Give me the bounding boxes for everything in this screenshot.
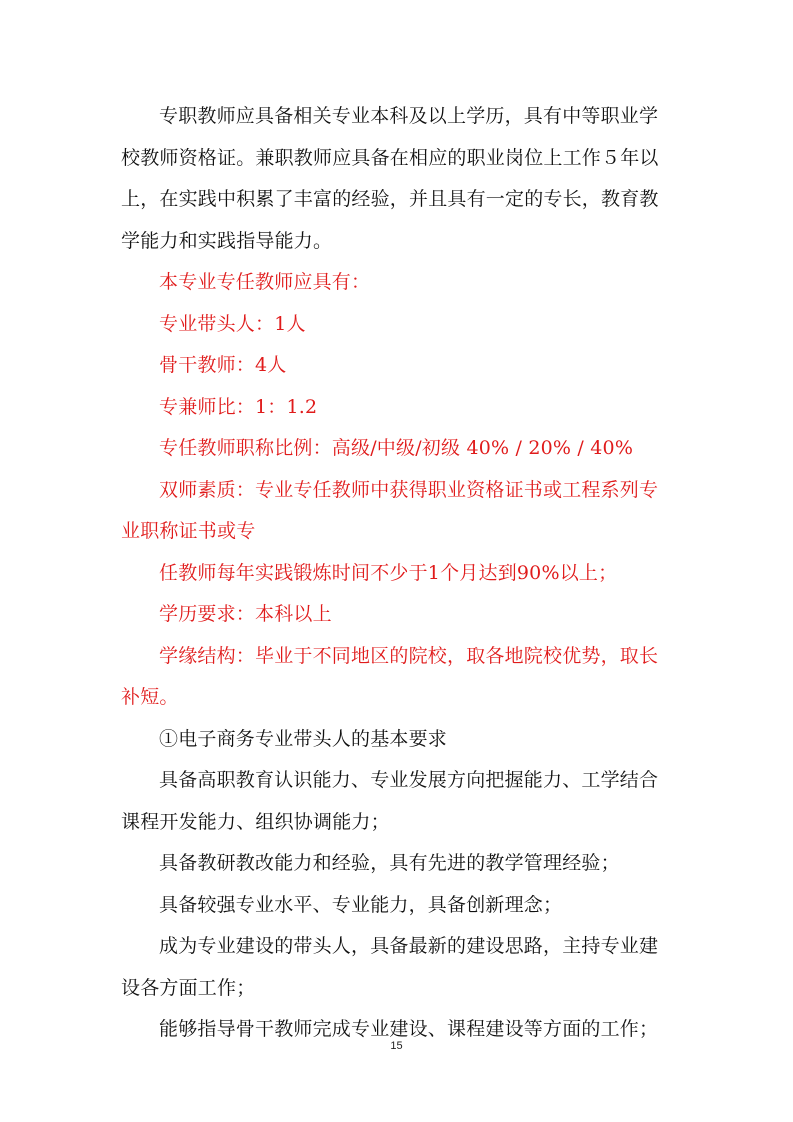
document-body — [121, 96, 677, 1051]
paragraph-teaching-research: 具备教研教改能力和经验，具有先进的教学管理经验； — [159, 852, 620, 874]
paragraph-construction-leader: 成为专业建设的带头人，具备最新的建设思路，主持专业建设各方面工作； — [121, 935, 659, 999]
paragraph-leader-requirements-heading: ①电子商务专业带头人的基本要求 — [159, 727, 448, 750]
paragraph-staff-requirements-heading: 本专业专任教师应具有： — [159, 271, 371, 293]
paragraph-academic-origin: 学缘结构：毕业于不同地区的院校，取各地院校优势，取长补短。 — [121, 644, 659, 708]
paragraph-practice-time: 任教师每年实践锻炼时间不少于1个月达到90%以上； — [159, 561, 618, 584]
paragraph-full-part-time-ratio: 专兼师比：1：1.2 — [159, 395, 318, 418]
paragraph-professional-level: 具备较强专业水平、专业能力，具备创新理念； — [159, 893, 563, 916]
paragraph-leader-ability: 具备高职教育认识能力、专业发展方向把握能力、工学结合课程开发能力、组织协调能力； — [121, 769, 659, 833]
paragraph-backbone-teacher-count: 骨干教师：4人 — [159, 354, 287, 376]
paragraph-dual-qualification: 双师素质：专业专任教师中获得职业资格证书或工程系列专业职称证书或专 — [121, 478, 659, 542]
paragraph-title-ratio: 专任教师职称比例：高级/中级/初级 40% / 20% / 40% — [159, 437, 634, 459]
paragraph-education-requirement: 学历要求：本科以上 — [159, 603, 332, 625]
page-number: 15 — [390, 1040, 403, 1052]
paragraph-guide-backbone: 能够指导骨干教师完成专业建设、课程建设等方面的工作； — [159, 1018, 659, 1040]
paragraph-discipline-leader-count: 专业带头人：1人 — [159, 312, 306, 335]
paragraph-teacher-qualifications: 专职教师应具备相关专业本科及以上学历，具有中等职业学校教师资格证。兼职教师应具备在相应的职业岗位上工作５年以上，在实践中积累了丰富的经验，并且具有一定的专长，教育教学能力和实践指导能力。 — [121, 105, 659, 252]
